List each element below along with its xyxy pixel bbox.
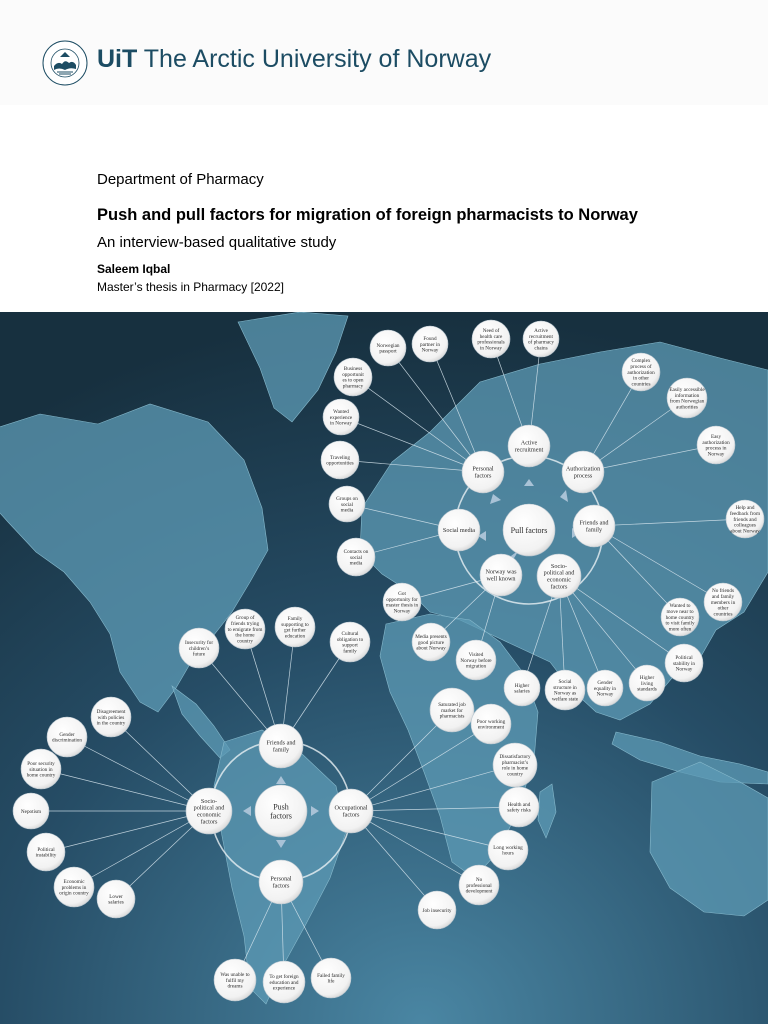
push-factor-item: [225, 609, 265, 649]
node-label: obligation to: [336, 636, 364, 643]
node-label: process in: [705, 445, 727, 452]
node-label: origin country: [59, 890, 89, 897]
pull-factor-hub: [537, 554, 581, 598]
node-label: in other: [633, 375, 649, 382]
node-label: factors: [550, 583, 568, 591]
migration-factors-diagram: [0, 312, 768, 1024]
pull-factor-hub: [508, 425, 550, 467]
node-label: salaries: [514, 688, 530, 695]
node-label: passport: [379, 348, 397, 355]
node-label: Found: [423, 336, 437, 342]
node-label: education and: [269, 979, 299, 986]
node-label: structure in: [553, 684, 577, 691]
node-label: Need of: [482, 328, 500, 335]
node-label: country: [237, 638, 253, 645]
node-label: Wanted: [333, 409, 349, 415]
node-label: good picture: [417, 639, 445, 646]
node-label: to visit family: [665, 620, 695, 627]
node-label: Friends and: [579, 519, 609, 527]
node-label: members in: [710, 599, 736, 606]
node-label: professional: [466, 882, 492, 889]
node-label: in Norway: [329, 420, 353, 427]
node-label: media: [340, 507, 354, 514]
node-label: Poor security: [27, 761, 55, 767]
node-label: Job insecurity: [422, 907, 452, 914]
node-label: Political: [675, 655, 693, 661]
node-label: Easy: [710, 434, 722, 441]
push-factor-item: [54, 867, 94, 907]
node-label: Friends and: [266, 739, 296, 747]
node-label: es to open: [342, 377, 364, 384]
node-label: Norway as: [553, 690, 577, 697]
node-label: home country: [665, 614, 695, 621]
node-label: pharmacy: [342, 383, 364, 390]
node-label: Failed family: [317, 972, 345, 979]
node-label: fulfil my: [225, 977, 245, 984]
node-label: To get foreign: [269, 974, 299, 980]
node-label: experience: [329, 414, 353, 421]
node-label: Was unable to: [220, 972, 250, 978]
node-label: Norwegian: [376, 342, 400, 349]
node-label: master thesis in: [385, 602, 419, 609]
node-label: Saturated job: [438, 702, 466, 708]
node-label: Visited: [468, 652, 484, 658]
node-label: economic: [546, 576, 572, 584]
node-label: experience: [272, 985, 296, 992]
node-label: process of: [630, 364, 652, 370]
node-label: standards: [637, 686, 657, 693]
node-label: stability in: [672, 660, 696, 667]
push-factor-hub: [259, 860, 303, 904]
node-label: to emigrate from: [227, 626, 263, 633]
push-factor-item: [330, 622, 370, 662]
node-label: Occupational: [334, 804, 368, 812]
push-factor-item: [418, 891, 456, 929]
push-factor-item: [263, 961, 305, 1003]
node-label: situation in: [29, 766, 53, 773]
node-label: Authorization: [565, 465, 601, 473]
node-label: other: [717, 605, 729, 612]
node-label: safety risks: [507, 807, 531, 814]
node-label: Nepotism: [20, 808, 42, 815]
node-label: get further: [284, 627, 306, 634]
node-label: Higher: [514, 682, 530, 689]
node-label: migration: [465, 663, 487, 670]
pull-factor-item: [504, 670, 540, 706]
node-label: move near to: [666, 609, 694, 615]
push-factor-item: [493, 743, 537, 787]
node-label: No friends: [711, 588, 735, 595]
thesis-title: Push and pull factors for migration of foreign pharmacists to Norway: [97, 206, 638, 224]
pull-factor-item: [412, 623, 450, 661]
node-label: recruitment: [514, 446, 544, 454]
node-label: in Norway: [479, 345, 503, 352]
node-label: welfare state: [551, 696, 579, 703]
node-label: instability: [35, 852, 57, 859]
node-label: Business: [343, 366, 363, 373]
pull-factor-item: [334, 358, 372, 396]
pull-factor-item: [545, 670, 585, 710]
node-label: family: [272, 746, 290, 754]
brand-rest: The Arctic University of Norway: [143, 45, 492, 73]
node-label: Norway: [596, 691, 614, 698]
pull-factor-item: [629, 665, 665, 701]
push-factor-hub: [259, 724, 303, 768]
node-label: Lower: [109, 893, 123, 900]
node-label: equality in: [593, 685, 617, 692]
node-label: Insecurity for: [184, 640, 214, 646]
node-label: life: [327, 978, 335, 985]
node-label: Traveling: [330, 454, 350, 461]
pull-factor-item: [523, 321, 559, 357]
pull-factor-item: [456, 640, 496, 680]
node-label: supporting to: [281, 621, 309, 628]
node-label: Active: [534, 328, 548, 335]
pull-factor-hub: [462, 451, 504, 493]
node-label: home country: [26, 772, 56, 779]
pull-factor-item: [337, 538, 375, 576]
pull-factor-hub: [562, 451, 604, 493]
node-label: political and: [543, 569, 575, 577]
node-label: opportunit: [342, 371, 364, 378]
node-label: well known: [486, 575, 516, 583]
pull-factor-hub: [573, 505, 615, 547]
node-label: Pull factors: [510, 525, 548, 535]
pull-factor-item: [412, 326, 448, 362]
push-factor-item: [21, 749, 61, 789]
university-seal-icon: [42, 40, 88, 86]
pull-factor-item: [323, 399, 359, 435]
pull-factor-item: [329, 486, 365, 522]
node-label: Push: [273, 802, 289, 812]
node-label: with policies: [97, 714, 125, 721]
node-label: family: [343, 648, 357, 655]
node-label: Groups on: [336, 496, 358, 502]
node-label: in the country: [96, 720, 126, 727]
node-label: market for: [441, 707, 463, 714]
node-label: friends trying: [230, 621, 260, 627]
node-label: Active: [520, 439, 538, 447]
node-label: dreams: [227, 983, 243, 990]
pull-factor-item: [383, 583, 421, 621]
node-label: authorization: [702, 439, 730, 446]
push-factor-item: [179, 628, 219, 668]
pull-factor-hub: [480, 554, 522, 596]
node-label: Poor working: [476, 718, 506, 725]
node-label: Health and: [507, 801, 531, 808]
node-label: Norway was: [485, 568, 517, 576]
push-factors-center: [255, 785, 307, 837]
push-factor-hub: [186, 788, 232, 834]
node-label: economic: [196, 811, 222, 819]
push-factor-hub: [329, 789, 373, 833]
node-label: Cultural: [341, 631, 359, 638]
pull-factor-item: [704, 583, 742, 621]
node-label: Disagreement: [96, 709, 126, 715]
node-label: Norway: [675, 666, 693, 673]
node-label: Norway: [707, 451, 725, 458]
node-label: Socio-: [550, 562, 568, 570]
pull-factor-item: [587, 670, 623, 706]
node-label: environment: [477, 724, 505, 731]
department: Department of Pharmacy: [97, 171, 264, 188]
pull-factor-hub: [438, 509, 480, 551]
pull-factor-item: [661, 598, 699, 636]
node-label: Group of: [235, 615, 255, 622]
push-factor-item: [13, 793, 49, 829]
node-label: Norway: [393, 608, 411, 615]
node-label: Economic: [63, 879, 85, 885]
node-label: of pharmacy: [527, 339, 555, 346]
node-label: media: [349, 560, 363, 567]
pull-factor-item: [697, 426, 735, 464]
node-label: Contacts on: [343, 549, 369, 555]
node-label: No: [475, 877, 483, 883]
node-label: friends and: [733, 516, 757, 523]
node-label: children’s: [188, 645, 210, 652]
push-factor-item: [91, 697, 131, 737]
push-factor-item: [97, 880, 135, 918]
node-label: Easily accessible: [669, 387, 705, 394]
brand-bold: UiT: [97, 45, 138, 73]
push-factor-item: [275, 607, 315, 647]
push-factor-item: [311, 958, 351, 998]
node-label: countries: [631, 381, 651, 388]
node-label: pharmacist’s: [501, 759, 529, 766]
node-label: Long working: [493, 844, 523, 851]
author-name: Saleem Iqbal: [97, 262, 171, 276]
node-label: feedback from: [729, 511, 761, 517]
push-factor-item: [214, 959, 256, 1001]
node-label: salaries: [108, 899, 124, 906]
node-label: and family: [711, 594, 735, 600]
node-label: social: [349, 554, 363, 561]
node-label: health care: [479, 333, 503, 340]
node-label: about Norway: [730, 528, 760, 535]
node-label: support: [342, 642, 358, 649]
thesis-subtitle: An interview-based qualitative study: [97, 234, 337, 251]
push-factor-item: [47, 717, 87, 757]
node-label: future: [192, 651, 206, 658]
node-label: information: [674, 392, 700, 399]
node-label: Got: [398, 591, 406, 598]
pull-factor-item: [622, 353, 660, 391]
pull-factor-item: [726, 500, 764, 538]
node-label: family: [585, 526, 603, 534]
node-label: social: [340, 501, 354, 508]
node-label: Political: [37, 846, 55, 853]
node-label: factors: [474, 472, 492, 480]
node-label: Personal: [472, 465, 494, 473]
node-label: more often: [668, 626, 692, 633]
node-label: factors: [270, 811, 292, 821]
node-label: partner in: [419, 341, 441, 348]
node-label: chains: [534, 345, 548, 352]
pull-factors-center: [503, 504, 555, 556]
node-label: Complex: [631, 358, 651, 365]
pull-factor-item: [665, 644, 703, 682]
node-label: colleagues: [734, 522, 756, 529]
node-label: Personal: [270, 875, 292, 883]
node-label: problems in: [61, 884, 87, 891]
node-label: hours: [502, 850, 514, 857]
node-label: Higher: [639, 675, 655, 681]
node-label: Gender: [597, 680, 613, 686]
node-label: Media presents: [415, 634, 447, 640]
node-label: Social media: [442, 527, 476, 535]
node-label: the home: [235, 632, 255, 639]
pull-factor-item: [667, 378, 707, 418]
node-label: Wanted to: [669, 603, 691, 610]
pull-factor-item: [370, 330, 406, 366]
node-label: Norway before: [460, 657, 492, 664]
node-label: Social: [558, 679, 572, 686]
node-label: discrimination: [52, 737, 82, 744]
pull-factor-item: [321, 441, 359, 479]
push-factor-item: [459, 865, 499, 905]
node-label: Norway: [421, 347, 439, 354]
node-label: Gender: [59, 731, 75, 738]
node-label: opportunity for: [386, 596, 418, 603]
node-label: about Norway: [416, 645, 446, 652]
node-label: factors: [200, 818, 218, 826]
node-label: professionals: [477, 339, 505, 346]
push-factor-item: [488, 830, 528, 870]
header-band: [0, 0, 768, 105]
node-label: from Norwegian: [669, 398, 705, 405]
push-factor-item: [471, 704, 511, 744]
node-label: country: [507, 771, 523, 778]
node-label: authorization: [627, 369, 655, 376]
node-label: Help and: [735, 505, 755, 512]
push-factor-item: [499, 787, 539, 827]
node-label: education: [284, 633, 306, 640]
university-name: [97, 45, 491, 74]
node-label: Socio-: [200, 797, 218, 805]
node-label: factors: [272, 882, 290, 890]
push-factor-item: [430, 688, 474, 732]
node-label: pharmacists: [439, 713, 465, 720]
node-label: Family: [287, 616, 303, 623]
node-label: opportunities: [326, 460, 354, 467]
node-label: role in home: [501, 765, 529, 772]
thesis-type: Master’s thesis in Pharmacy [2022]: [97, 280, 284, 294]
node-label: living: [640, 680, 654, 687]
node-label: Dissatisfactory: [499, 754, 531, 761]
push-factor-item: [27, 833, 65, 871]
node-label: process: [573, 472, 593, 480]
pull-factor-item: [472, 320, 510, 358]
node-label: political and: [193, 804, 225, 812]
node-label: factors: [342, 811, 360, 819]
node-label: authorities: [676, 404, 698, 411]
node-label: development: [465, 888, 493, 895]
node-label: countries: [713, 611, 733, 618]
node-label: recruitment: [529, 333, 553, 340]
